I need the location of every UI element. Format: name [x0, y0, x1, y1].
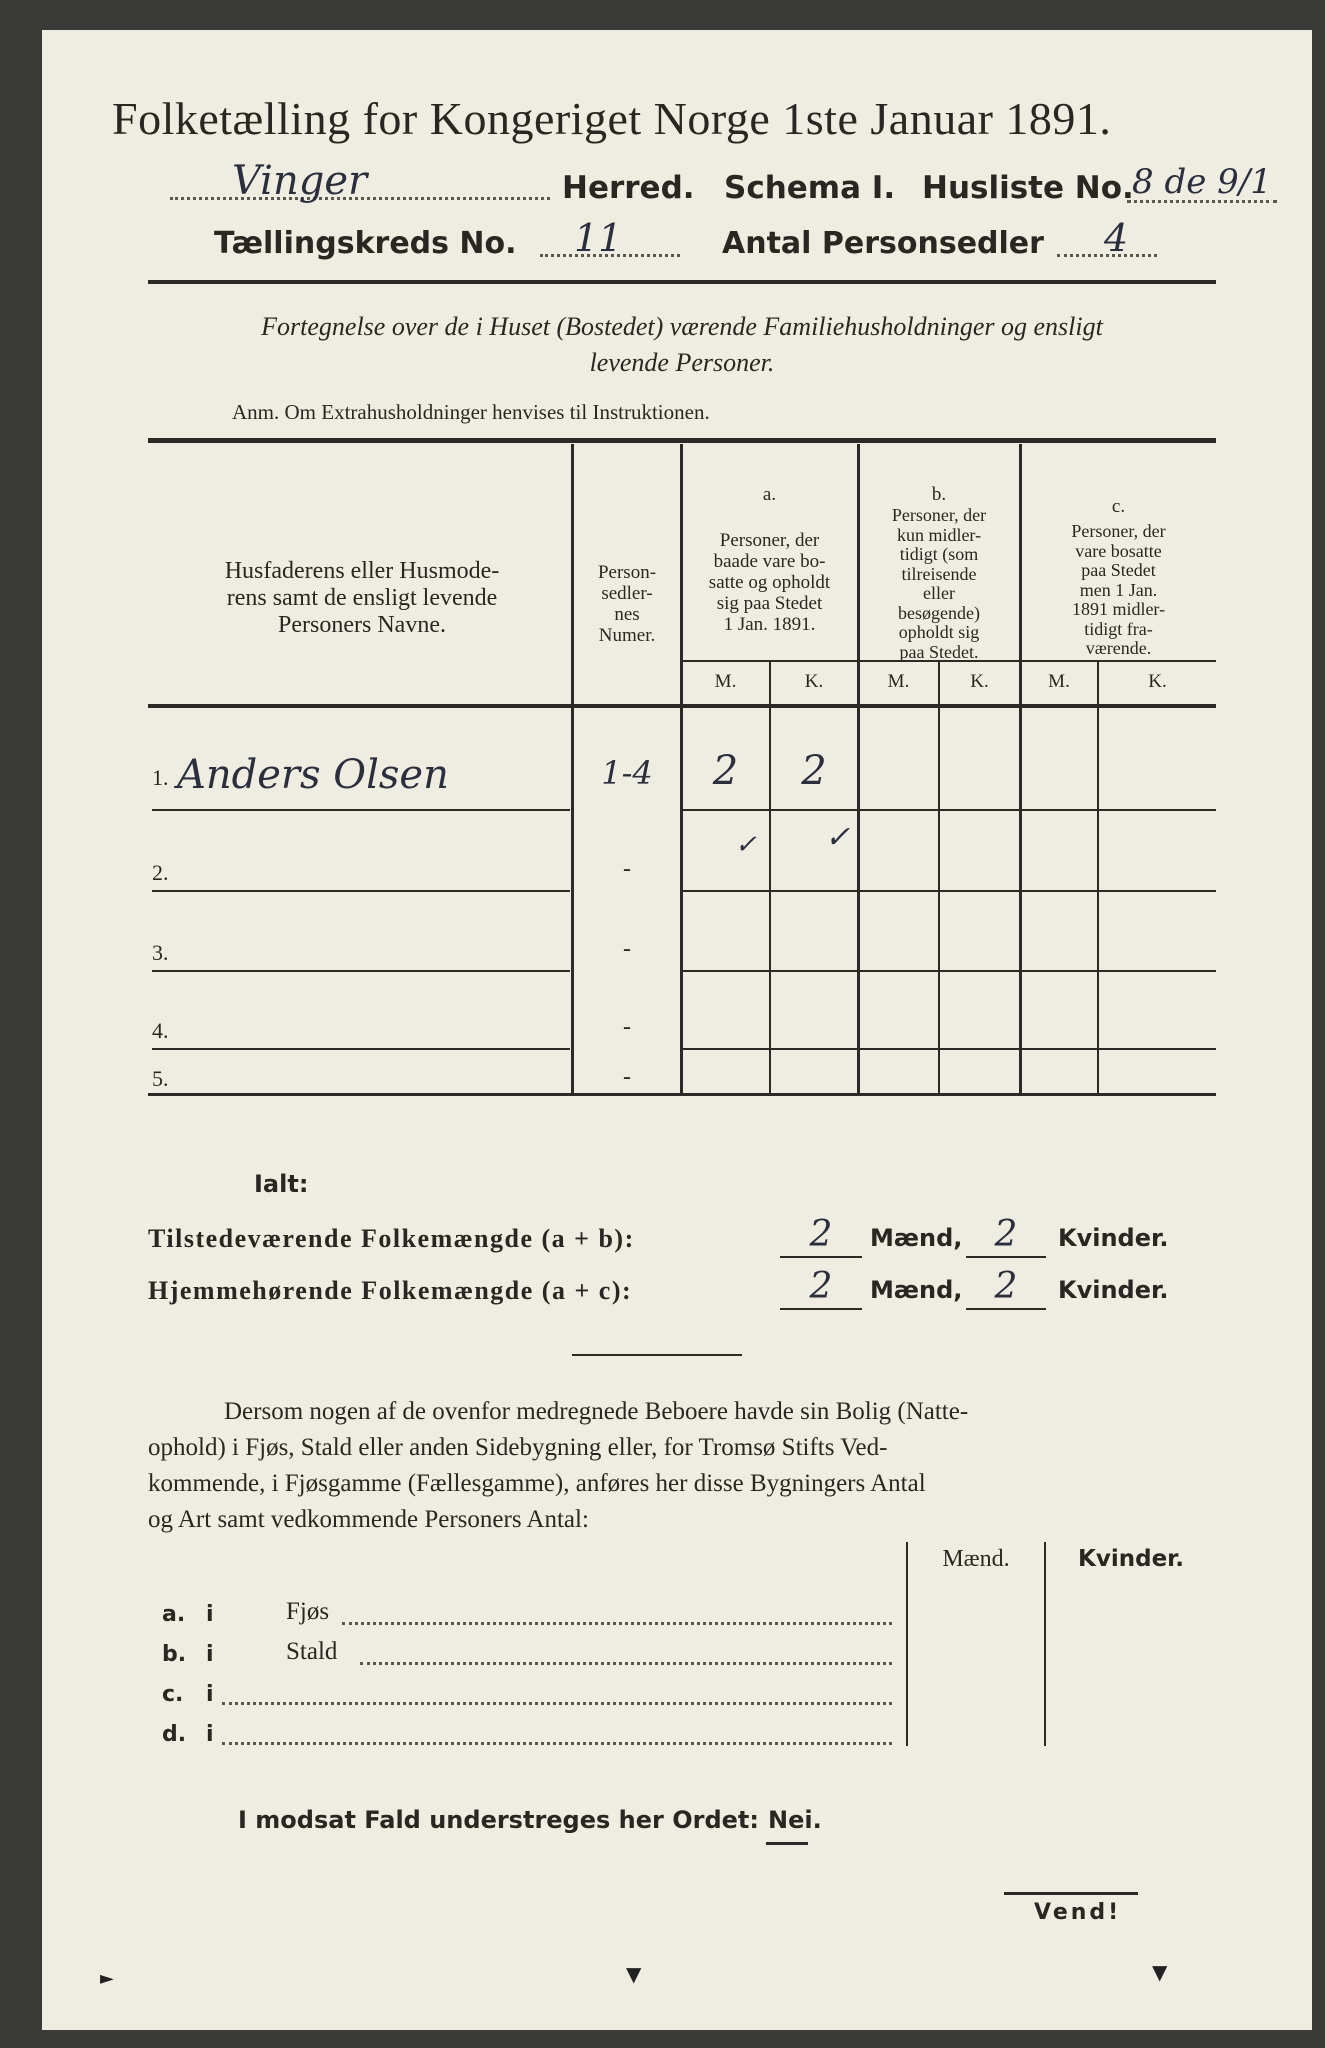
antal-label: Antal Personsedler — [722, 226, 1044, 261]
ialt-label: Ialt: — [254, 1170, 309, 1198]
row-4-numer: - — [623, 1014, 631, 1040]
col-header-c-line: men 1 Jan. — [1079, 579, 1158, 600]
col-header-names — [157, 558, 567, 639]
row-3-rule-left — [152, 970, 570, 972]
corner-mark-center: ▼ — [626, 1962, 642, 1986]
schema-label: Schema I. — [724, 170, 896, 206]
building-row-d-dots — [222, 1742, 892, 1745]
col-header-numer-line: nes — [614, 604, 640, 625]
husliste-value: 8 de 9/1 — [1132, 162, 1272, 202]
sub-header-b-k: K. — [970, 671, 989, 692]
col-header-c-line: tidigt fra- — [1084, 618, 1153, 639]
col-header-c — [1021, 522, 1216, 659]
col-header-b-line: eller — [923, 583, 955, 603]
row-3-nr: 3. — [152, 940, 169, 965]
tilstede-kvinder-label: Kvinder. — [1058, 1224, 1169, 1252]
col-header-a — [682, 530, 857, 635]
building-row-b-dots — [360, 1662, 892, 1665]
census-form — [42, 30, 1312, 2030]
row-2-nr: 2. — [152, 860, 169, 885]
building-row-c-letter: c. — [162, 1682, 184, 1707]
col-header-names-line: Personers Navne. — [278, 612, 446, 638]
hjemme-k-line — [966, 1308, 1046, 1310]
hjemme-m: 2 — [809, 1266, 833, 1307]
buildings-head-kvinder: Kvinder. — [1078, 1546, 1184, 1572]
col-header-numer — [574, 562, 680, 646]
col-header-a-line: sig paa Stedet — [716, 593, 823, 614]
section-divider — [572, 1354, 742, 1356]
row-1-a-m: 2 — [712, 748, 739, 794]
nei-word: Nei. — [768, 1806, 822, 1834]
col-header-a-line: baade vare bo- — [713, 551, 826, 572]
col-header-b-line: kun midler- — [896, 524, 982, 545]
col-header-names-line: Husfaderens eller Husmode- — [224, 558, 500, 584]
col-header-c-line: Personer, der — [1071, 521, 1166, 541]
corner-mark-left: ► — [100, 1968, 114, 1989]
col-header-b-line: opholdt sig — [898, 622, 980, 642]
nei-underline — [766, 1842, 808, 1845]
husliste-label: Husliste No. — [922, 170, 1134, 206]
hjemme-kvinder-label: Kvinder. — [1058, 1276, 1169, 1304]
sub-header-b-m: M. — [887, 671, 910, 692]
row-5-numer: - — [623, 1064, 631, 1090]
vend-rule — [1004, 1892, 1138, 1895]
building-row-b-i: i — [206, 1642, 214, 1667]
tilstede-m-line — [780, 1256, 862, 1258]
col-header-b-line: tidigt (som — [899, 544, 979, 564]
col-header-b-line: tilreisende — [901, 563, 977, 584]
kreds-label: Tællingskreds No. — [214, 226, 517, 261]
buildings-head-maend: Mænd. — [942, 1546, 1010, 1572]
intro-line-1: Fortegnelse over de i Huset (Bostedet) værende Familiehusholdninger og ensligt — [261, 312, 1103, 341]
col-header-numer-line: Numer. — [598, 625, 656, 646]
modsat-label: I modsat Fald understreges her Ordet: — [238, 1806, 759, 1834]
buildings-para-line: og Art samt vedkommende Personers Antal: — [148, 1506, 589, 1533]
building-row-a-label: Fjøs — [286, 1598, 330, 1625]
table-top-rule — [148, 438, 1216, 443]
col-header-b-line: Personer, der — [891, 505, 987, 525]
row-1-numer: 1-4 — [601, 754, 653, 792]
row-3-rule-right — [682, 970, 1216, 972]
building-row-c-i: i — [206, 1682, 214, 1707]
row-1-check-k: ✓ — [825, 820, 851, 855]
col-header-a-line: Personer, der — [719, 530, 820, 551]
building-row-d-i: i — [206, 1722, 214, 1747]
row-2-rule-right — [682, 890, 1216, 892]
hjemme-maend-label: Mænd, — [870, 1276, 963, 1304]
sub-divider-b — [938, 662, 940, 1094]
row-4-rule-right — [682, 1048, 1216, 1050]
col-header-b-line: besøgende) — [898, 602, 980, 623]
sub-header-a-k: K. — [804, 671, 824, 692]
mk-rule-c — [1021, 660, 1216, 662]
row-2-numer: - — [623, 856, 631, 882]
header-rule — [148, 280, 1216, 284]
row-1-name-line — [152, 809, 570, 811]
corner-mark-right: ▼ — [1152, 1960, 1168, 1984]
sub-divider-c — [1097, 662, 1099, 1094]
buildings-col-divider-2 — [1044, 1542, 1046, 1746]
herred-label: Herred. — [562, 170, 695, 206]
hjemme-label: Hjemmehørende Folkemængde (a + c): — [148, 1276, 633, 1305]
sub-header-a-m: M. — [714, 671, 737, 692]
building-row-a-letter: a. — [162, 1602, 186, 1627]
col-b-letter: b. — [931, 484, 947, 505]
hjemme-m-line — [780, 1308, 862, 1310]
col-header-c-line: vare bosatte — [1075, 540, 1162, 561]
row-1-nr: 1. — [152, 765, 169, 790]
col-header-numer-line: sedler- — [601, 583, 653, 604]
building-row-a-dots — [342, 1622, 892, 1625]
row-5-nr: 5. — [152, 1066, 169, 1091]
tilstede-k-line — [966, 1256, 1046, 1258]
sub-header-c-m: M. — [1048, 671, 1070, 692]
col-header-c-line: 1891 midler- — [1071, 599, 1166, 619]
row-3-numer: - — [623, 936, 631, 962]
building-row-a-i: i — [206, 1602, 214, 1627]
herred-value: Vinger — [232, 158, 368, 204]
buildings-para-line: Dersom nogen af de ovenfor medregnede Beboere havde sin Bolig (Natte- — [224, 1398, 969, 1425]
col-header-numer-line: Person- — [597, 562, 657, 583]
tilstede-k: 2 — [994, 1214, 1018, 1255]
hjemme-k: 2 — [994, 1266, 1018, 1307]
vend-label: Vend! — [1034, 1900, 1122, 1925]
row-1-rule-right — [682, 809, 1216, 811]
col-a-letter: a. — [762, 484, 777, 505]
sub-divider-a — [769, 662, 771, 1094]
buildings-para-line: kommende, i Fjøsgamme (Fællesgamme), anføres her disse Bygningers Antal — [148, 1470, 926, 1497]
form-title: Folketælling for Kongeriget Norge 1ste Januar 1891. — [112, 93, 1112, 144]
row-1-name: Anders Olsen — [177, 752, 449, 798]
sub-header-c-k: K. — [1148, 671, 1167, 692]
building-row-b-letter: b. — [162, 1642, 187, 1667]
col-header-names-line: rens samt de ensligt levende — [226, 585, 498, 611]
col-header-c-line: værende. — [1085, 638, 1152, 658]
tilstede-maend-label: Mænd, — [870, 1224, 963, 1252]
row-2-rule-left — [152, 890, 570, 892]
anm-note: Anm. Om Extrahusholdninger henvises til Instruktionen. — [232, 400, 710, 424]
row-4-nr: 4. — [152, 1018, 169, 1043]
antal-value: 4 — [1104, 216, 1129, 260]
col-header-b — [859, 506, 1019, 662]
row-1-check-m: ✓ — [735, 830, 757, 860]
tilstede-m: 2 — [809, 1214, 833, 1255]
col-c-letter: c. — [1111, 496, 1126, 517]
row-1-a-k: 2 — [801, 748, 827, 794]
col-header-a-line: satte og opholdt — [708, 572, 831, 593]
intro-line-2: levende Personer. — [589, 348, 775, 377]
tilstede-label: Tilstedeværende Folkemængde (a + b): — [148, 1224, 635, 1253]
buildings-para-line: ophold) i Fjøs, Stald eller anden Sidebygning eller, for Tromsø Stifts Ved- — [148, 1434, 888, 1461]
building-row-c-dots — [222, 1702, 892, 1705]
col-header-c-line: paa Stedet — [1081, 560, 1156, 580]
row-4-rule-left — [152, 1048, 570, 1050]
buildings-paragraph — [148, 1394, 1218, 1538]
kreds-value: 11 — [574, 216, 623, 260]
building-row-b-label: Stald — [286, 1638, 338, 1665]
col-header-b-line: paa Stedet. — [899, 641, 979, 662]
col-header-a-line: 1 Jan. 1891. — [723, 614, 816, 635]
building-row-d-letter: d. — [162, 1722, 187, 1747]
